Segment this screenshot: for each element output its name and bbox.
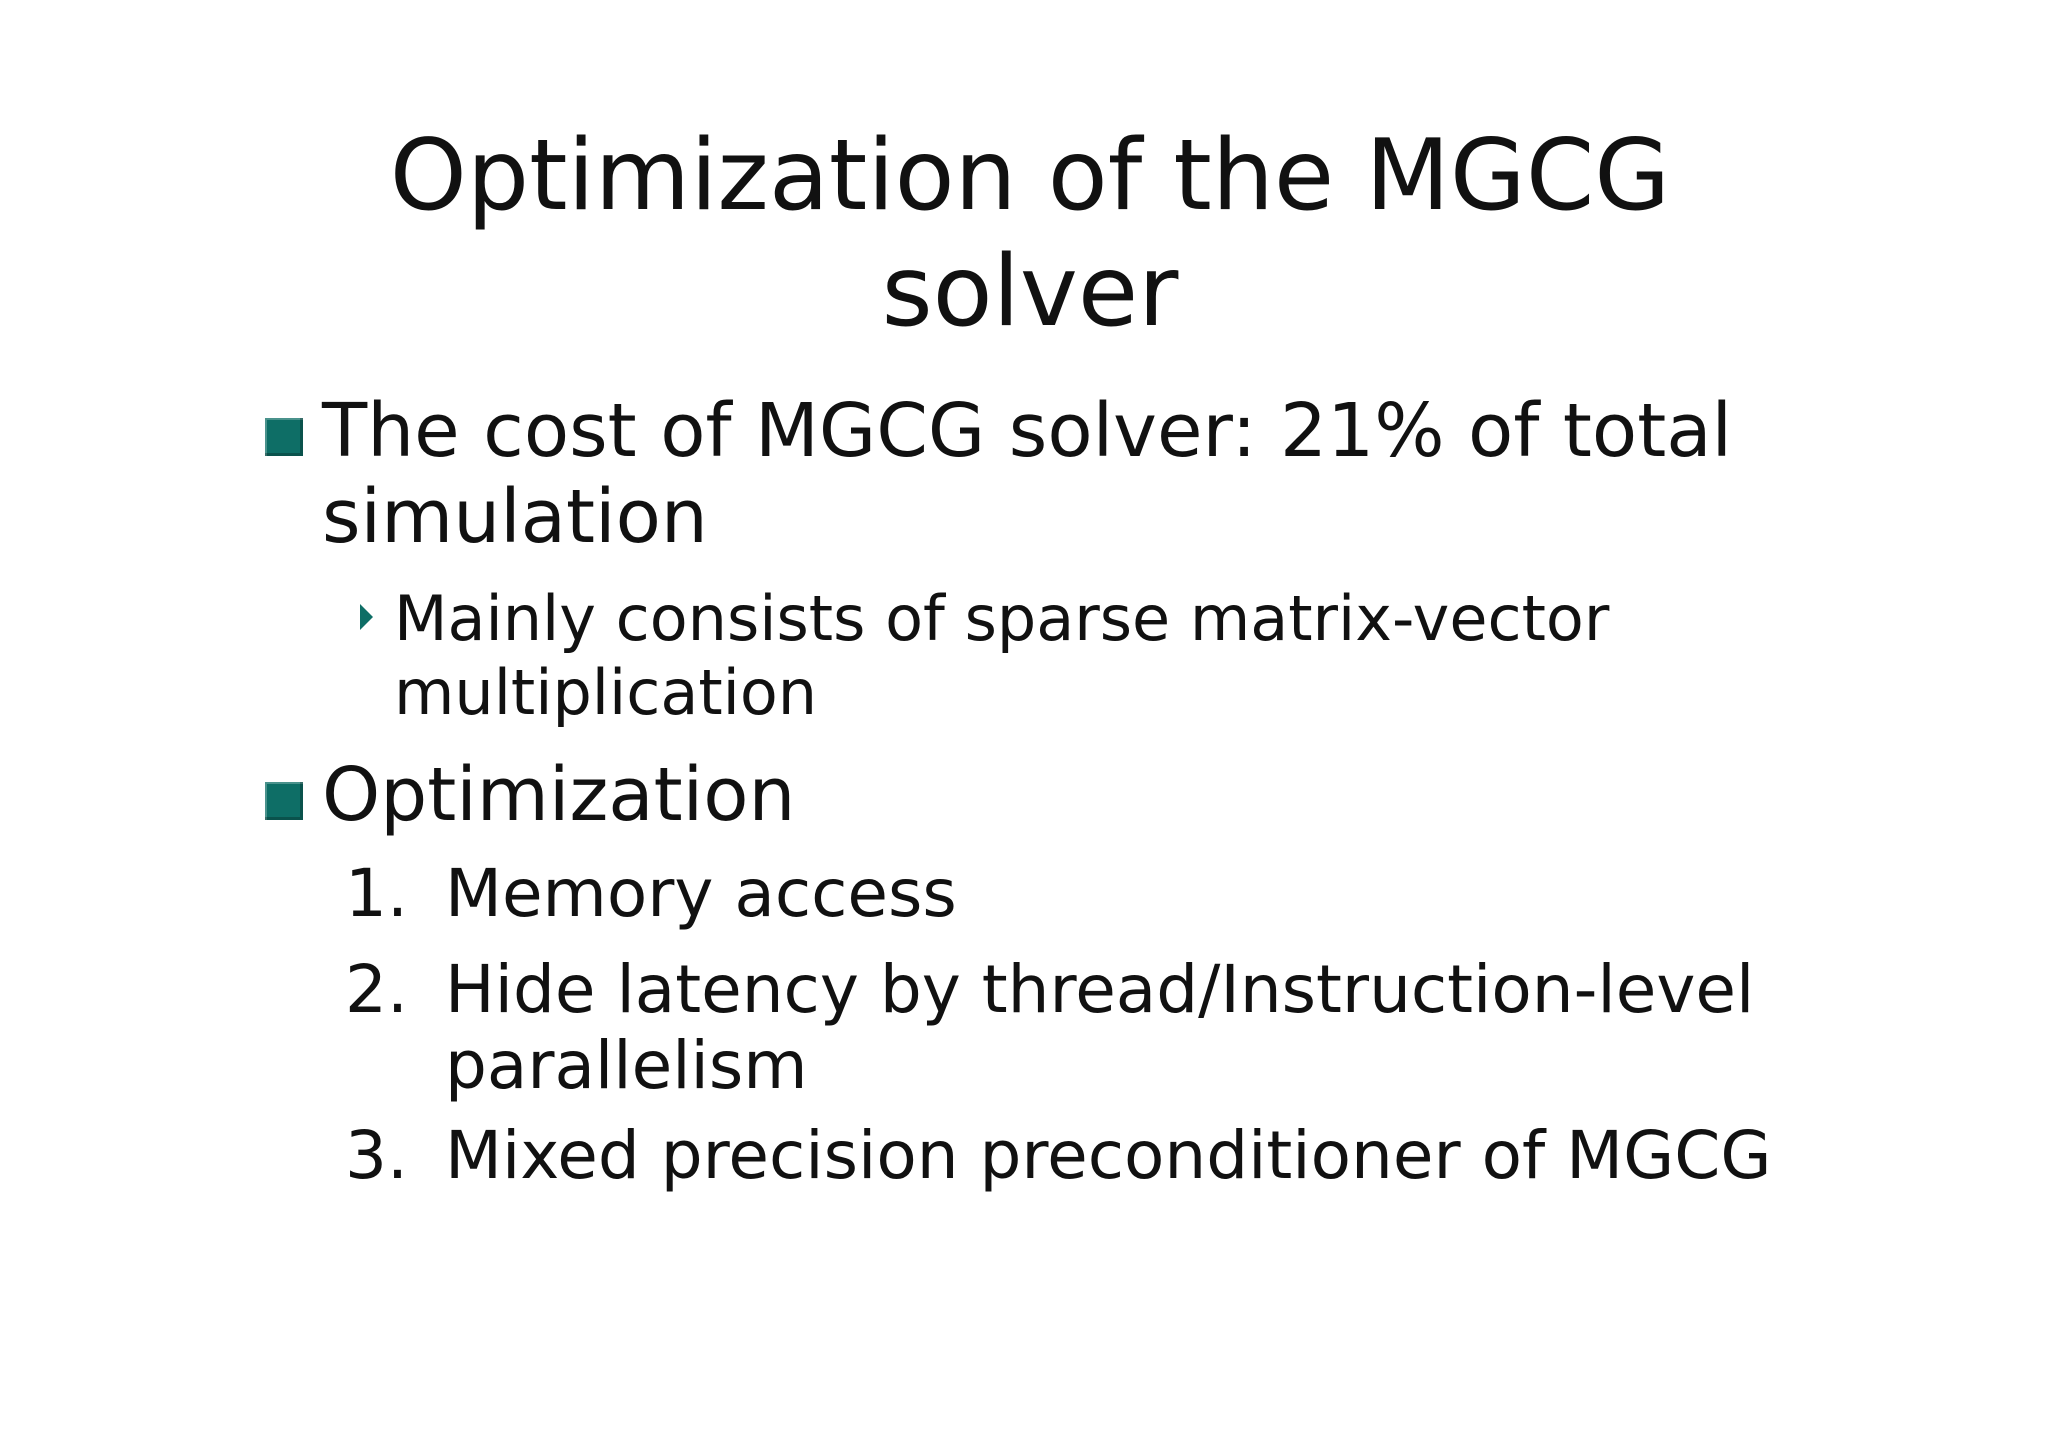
slide-title-line2: solver	[881, 235, 1179, 349]
numbered-item-2	[345, 952, 1805, 1104]
numbered-item-3-number: 3.	[345, 1117, 408, 1194]
triangle-bullet-icon	[360, 604, 373, 630]
numbered-item-1-number: 1.	[345, 855, 408, 932]
subbullet-sparse-matrix	[360, 582, 1760, 730]
slide-title-line1: Optimization of the MGCG	[389, 119, 1671, 233]
numbered-item-1-text: Memory access	[445, 855, 957, 932]
bullet-optimization-text: Optimization	[322, 752, 796, 838]
subbullet-sparse-matrix-text: Mainly consists of sparse matrix-vector multiplication	[394, 582, 1610, 729]
square-bullet-icon	[265, 782, 303, 820]
numbered-item-1	[345, 856, 1805, 932]
numbered-item-2-text: Hide latency by thread/Instruction-level parallelism	[445, 951, 1755, 1104]
bullet-cost-text: The cost of MGCG solver: 21% of total simulation	[322, 388, 1733, 560]
bullet-cost	[265, 388, 1805, 560]
numbered-item-3	[345, 1118, 1805, 1194]
bullet-optimization	[265, 752, 1805, 838]
numbered-item-2-number: 2.	[345, 951, 408, 1028]
numbered-item-3-text: Mixed precision preconditioner of MGCG	[445, 1117, 1772, 1194]
slide-title	[250, 118, 1810, 350]
square-bullet-icon	[265, 418, 303, 456]
